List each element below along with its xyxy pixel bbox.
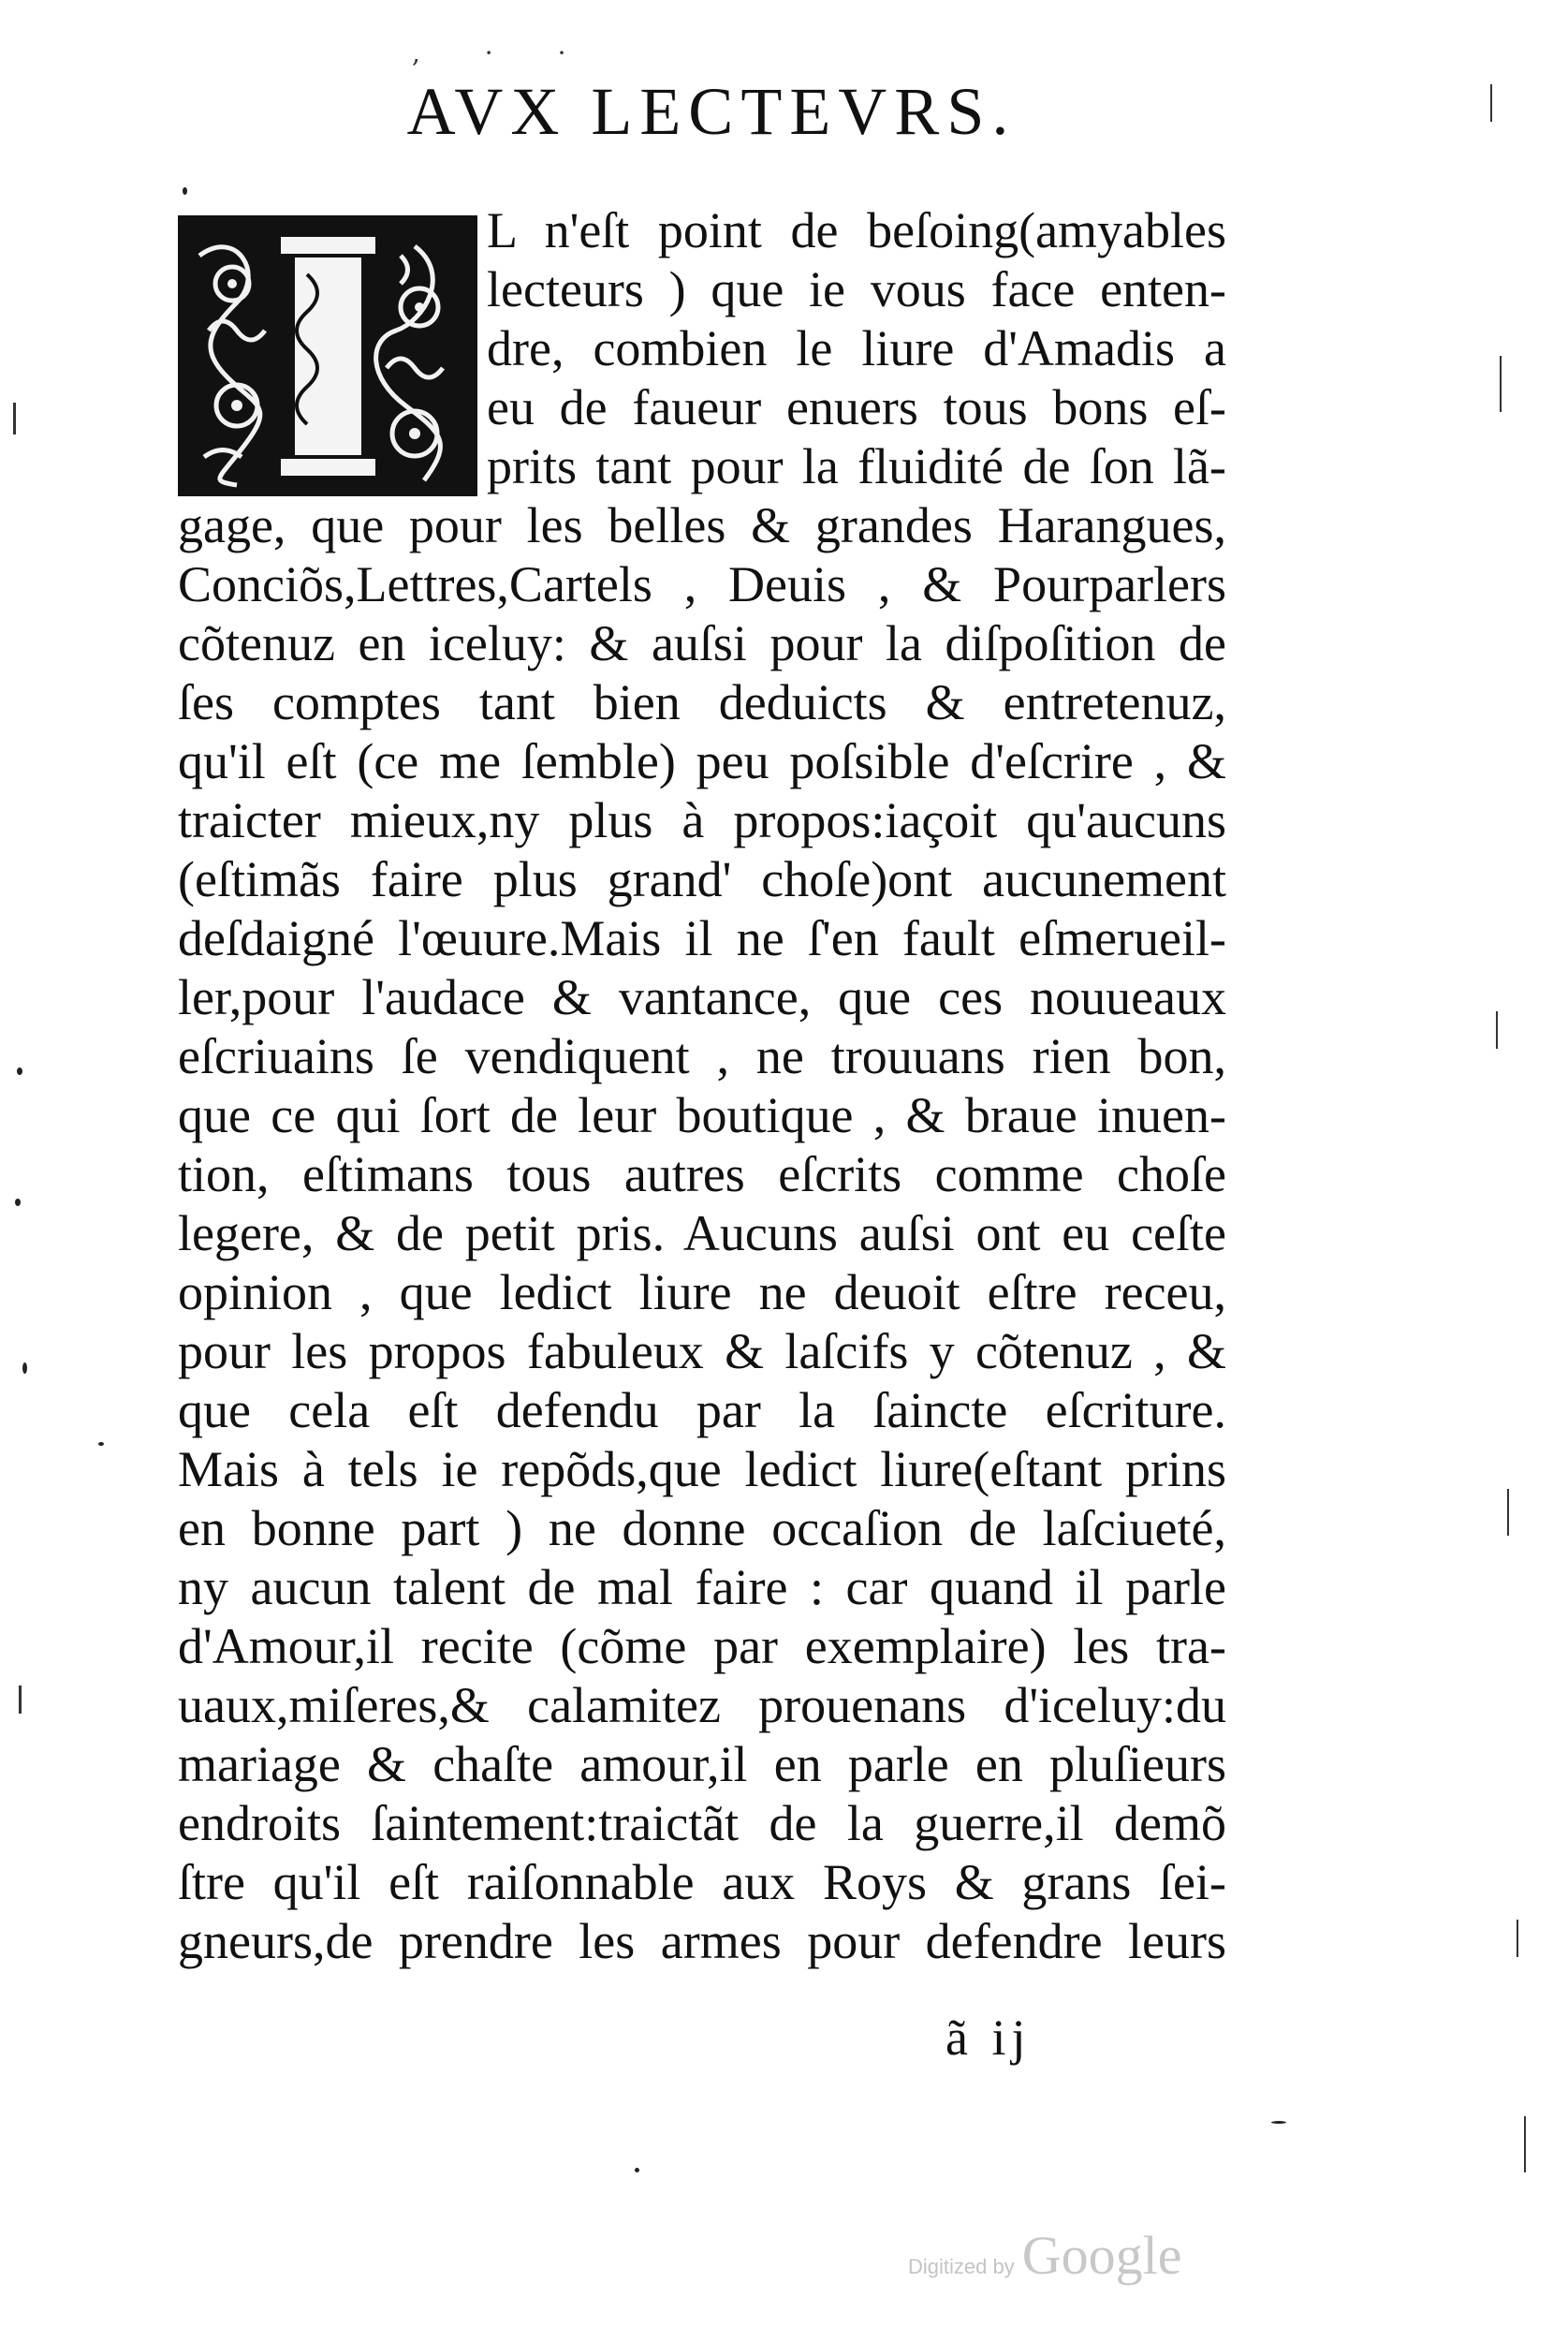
- body-text: [178, 201, 1226, 1971]
- text-line: (eſtimãs faire plus grand' choſe)ont aucunement: [178, 851, 1226, 907]
- scan-edge-mark: [13, 403, 16, 434]
- text-line: ſes comptes tant bien deduicts & entretenuz,: [178, 674, 1226, 730]
- scan-speck: [17, 1067, 22, 1075]
- text-line: en bonne part ) ne donne occaſion de laſciueté,: [178, 1500, 1226, 1556]
- scan-edge-mark: [1524, 2116, 1526, 2172]
- scan-speck: [1271, 2121, 1286, 2124]
- text-line: ny aucun talent de mal faire : car quand il parle: [178, 1559, 1226, 1615]
- text-line: gneurs,de prendre les armes pour defendre leurs: [178, 1913, 1226, 1969]
- text-line: prits tant pour la fluidité de ſon lã-: [487, 438, 1226, 494]
- scan-edge-mark: [1500, 356, 1502, 412]
- text-line: lecteurs ) que ie vous face enten-: [487, 261, 1226, 317]
- running-head: AVX LECTEVRS.: [406, 74, 1017, 149]
- scan-speck: [22, 1362, 27, 1374]
- text-line: deſdaigné l'œuure.Mais il ne ſ'en fault eſmerueil-: [178, 910, 1226, 966]
- text-line: Mais à tels ie repõds,que ledict liure(eſtant prins: [178, 1441, 1226, 1497]
- signature-mark: ã ij: [945, 2010, 1032, 2066]
- text-line: Conciõs,Lettres,Cartels , Deuis , & Pourparlers: [178, 556, 1226, 612]
- scan-speck: [98, 1442, 104, 1446]
- watermark-prefix: Digitized by: [908, 2255, 1015, 2278]
- text-line: gage, que pour les belles & grandes Harangues,: [178, 497, 1226, 553]
- text-line: qu'il eſt (ce me ſemble) peu poſsible d'eſcrire , &: [178, 733, 1226, 789]
- text-line: legere, & de petit pris. Aucuns auſsi ont eu ceſte: [178, 1205, 1226, 1261]
- text-line: tion, eſtimans tous autres eſcrits comme choſe: [178, 1146, 1226, 1202]
- text-line: que cela eſt defendu par la ſaincte eſcriture.: [178, 1382, 1226, 1438]
- text-line: ſtre qu'il eſt raiſonnable aux Roys & grans ſei-: [178, 1854, 1226, 1910]
- text-line: L n'eſt point de beſoing(amyables: [487, 202, 1226, 258]
- scan-speck: [183, 187, 187, 195]
- text-line: eu de faueur enuers tous bons eſ-: [487, 379, 1226, 435]
- watermark-brand: Google: [1021, 2225, 1182, 2286]
- text-line: que ce qui ſort de leur boutique , & braue inuen-: [178, 1087, 1226, 1143]
- text-line: opinion , que ledict liure ne deuoit eſtre receu,: [178, 1264, 1226, 1320]
- text-line: endroits ſaintement:traictãt de la guerre,il demõ: [178, 1795, 1226, 1851]
- scan-speck: [635, 2168, 639, 2172]
- scan-edge-mark: [19, 1686, 22, 1714]
- scan-edge-mark: [1517, 1920, 1518, 1957]
- top-margin-marks: , · ·: [412, 37, 594, 68]
- text-line: uaux,miſeres,& calamitez prouenans d'iceluy:du: [178, 1677, 1226, 1733]
- text-line: pour les propos fabuleux & laſcifs y cõtenuz , &: [178, 1323, 1226, 1379]
- scan-edge-mark: [1507, 1489, 1509, 1536]
- text-line: cõtenuz en iceluy: & auſsi pour la diſpoſition de: [178, 615, 1226, 671]
- text-line: dre, combien le liure d'Amadis a: [487, 320, 1226, 376]
- digitization-watermark: [908, 2224, 1181, 2287]
- text-line: ler,pour l'audace & vantance, que ces nouueaux: [178, 969, 1226, 1025]
- text-line: d'Amour,il recite (cõme par exemplaire) les tra-: [178, 1618, 1226, 1674]
- scan-edge-mark: [1490, 84, 1492, 122]
- scan-edge-mark: [1496, 1011, 1498, 1049]
- text-line: traicter mieux,ny plus à propos:iaçoit qu'aucuns: [178, 792, 1226, 848]
- text-line: mariage & chaſte amour,il en parle en pluſieurs: [178, 1736, 1226, 1792]
- scan-speck: [15, 1199, 21, 1206]
- text-line: eſcriuains ſe vendiquent , ne trouuans rien bon,: [178, 1028, 1226, 1084]
